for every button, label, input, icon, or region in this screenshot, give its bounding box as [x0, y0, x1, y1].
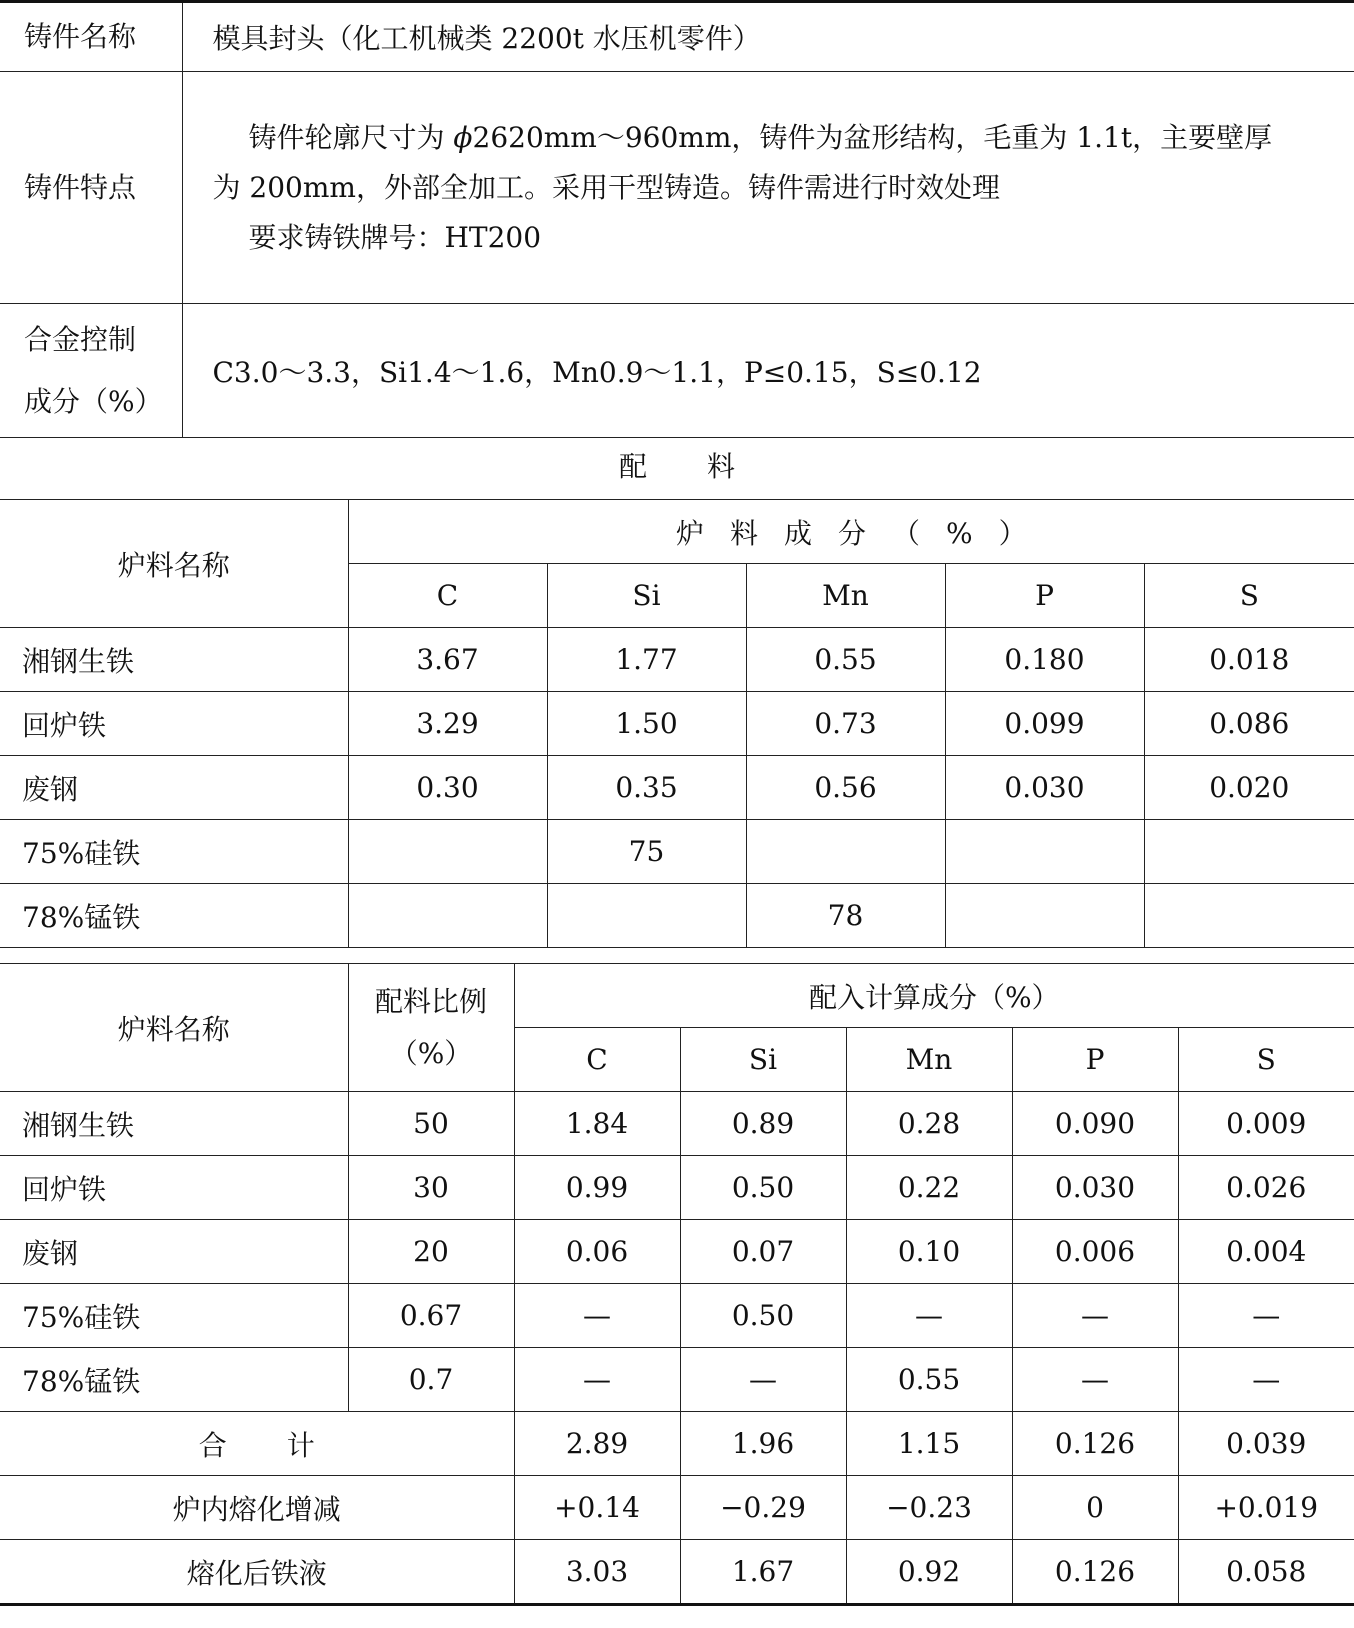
calc-name-cell: 废钢	[0, 1220, 348, 1284]
value-cell: 0.89	[680, 1092, 846, 1156]
element-header: Si	[547, 564, 746, 628]
value-cell: 1.84	[514, 1092, 680, 1156]
value-cell: 0.28	[846, 1092, 1012, 1156]
charge-header-row	[0, 500, 1354, 564]
alloy-control-row	[0, 304, 1354, 438]
value-cell: +0.019	[1178, 1476, 1354, 1540]
value-cell: 0.126	[1012, 1540, 1178, 1605]
feature-line-3: 要求铸铁牌号：HT200	[248, 220, 542, 254]
feature-text-b: 2620mm～960mm，铸件为盆形结构，毛重为 1.1t，主要壁厚	[472, 120, 1273, 154]
value-cell: 0.06	[514, 1220, 680, 1284]
value-cell: 3.67	[348, 628, 547, 692]
ratio-cell: 50	[348, 1092, 514, 1156]
value-cell: 1.15	[846, 1412, 1012, 1476]
value-cell: 1.96	[680, 1412, 846, 1476]
value-cell: 0.018	[1144, 628, 1354, 692]
ratio-cell: 20	[348, 1220, 514, 1284]
casting-name-row	[0, 2, 1354, 72]
value-cell: 0.50	[680, 1284, 846, 1348]
value-cell: 0.086	[1144, 692, 1354, 756]
alloy-control-label	[0, 304, 182, 438]
value-cell: −0.29	[680, 1476, 846, 1540]
calc-name-header: 炉料名称	[0, 964, 348, 1092]
value-cell: 0.99	[514, 1156, 680, 1220]
ratio-header-line-1: 配料比例	[374, 984, 487, 1018]
table-row	[0, 1156, 1354, 1220]
value-cell	[348, 884, 547, 948]
element-header: Si	[680, 1028, 846, 1092]
element-header: P	[1012, 1028, 1178, 1092]
value-cell: 0.058	[1178, 1540, 1354, 1605]
charge-name-cell: 78%锰铁	[0, 884, 348, 948]
table-row	[0, 692, 1354, 756]
value-cell: —	[846, 1284, 1012, 1348]
value-cell: 0.009	[1178, 1092, 1354, 1156]
table-row	[0, 756, 1354, 820]
value-cell: 0.090	[1012, 1092, 1178, 1156]
section-title: 配料	[618, 450, 795, 483]
feature-line-2: 为 200mm，外部全加工。采用干型铸造。铸件需进行时效处理	[212, 170, 1000, 204]
charge-name-cell: 75%硅铁	[0, 820, 348, 884]
value-cell: 0.22	[846, 1156, 1012, 1220]
value-cell: 1.67	[680, 1540, 846, 1605]
value-cell	[945, 884, 1144, 948]
value-cell	[945, 820, 1144, 884]
charge-composition-table	[0, 499, 1354, 948]
value-cell: 0.006	[1012, 1220, 1178, 1284]
table-row	[0, 820, 1354, 884]
value-cell: 0.180	[945, 628, 1144, 692]
value-cell: 0.126	[1012, 1412, 1178, 1476]
value-cell: 0.030	[1012, 1156, 1178, 1220]
alloy-label-line-2: 成分（%）	[24, 384, 163, 418]
value-cell: 75	[547, 820, 746, 884]
value-cell	[746, 820, 945, 884]
value-cell: 1.77	[547, 628, 746, 692]
value-cell	[1144, 820, 1354, 884]
alloy-control-value: C3.0～3.3，Si1.4～1.6，Mn0.9～1.1，P≤0.15，S≤0.12	[182, 304, 1354, 438]
value-cell: —	[1012, 1284, 1178, 1348]
table-row	[0, 1092, 1354, 1156]
element-header: S	[1178, 1028, 1354, 1092]
value-cell: 78	[746, 884, 945, 948]
value-cell	[547, 884, 746, 948]
calc-name-cell: 78%锰铁	[0, 1348, 348, 1412]
value-cell: 1.50	[547, 692, 746, 756]
value-cell: 0.026	[1178, 1156, 1354, 1220]
value-cell: 2.89	[514, 1412, 680, 1476]
value-cell	[348, 820, 547, 884]
ratio-header	[348, 964, 514, 1092]
value-cell	[1144, 884, 1354, 948]
value-cell: 0.55	[846, 1348, 1012, 1412]
phi-symbol: ϕ	[453, 120, 473, 154]
value-cell: 0.56	[746, 756, 945, 820]
calc-composition-header: 配入计算成分（%）	[514, 964, 1354, 1028]
value-cell: 0.10	[846, 1220, 1012, 1284]
total-row	[0, 1412, 1354, 1476]
molten-iron-label: 熔化后铁液	[0, 1540, 514, 1605]
element-header: Mn	[846, 1028, 1012, 1092]
ratio-header-line-2: （%）	[389, 1036, 473, 1070]
value-cell: —	[680, 1348, 846, 1412]
value-cell: 3.29	[348, 692, 547, 756]
element-header: Mn	[746, 564, 945, 628]
value-cell: —	[1012, 1348, 1178, 1412]
ratio-cell: 0.7	[348, 1348, 514, 1412]
charge-name-cell: 回炉铁	[0, 692, 348, 756]
ratio-cell: 30	[348, 1156, 514, 1220]
total-label: 合计	[0, 1412, 514, 1476]
value-cell: 0	[1012, 1476, 1178, 1540]
molten-iron-row	[0, 1540, 1354, 1605]
value-cell: 0.50	[680, 1156, 846, 1220]
value-cell: 0.099	[945, 692, 1144, 756]
table-row	[0, 884, 1354, 948]
table-row	[0, 628, 1354, 692]
element-header: C	[348, 564, 547, 628]
calc-name-cell: 湘钢生铁	[0, 1092, 348, 1156]
value-cell: 0.73	[746, 692, 945, 756]
alloy-label-line-1: 合金控制	[24, 322, 137, 356]
element-header: C	[514, 1028, 680, 1092]
charge-name-header: 炉料名称	[0, 500, 348, 628]
charge-name-cell: 废钢	[0, 756, 348, 820]
feature-text-a: 铸件轮廓尺寸为	[248, 120, 454, 154]
value-cell: —	[1178, 1348, 1354, 1412]
value-cell: 3.03	[514, 1540, 680, 1605]
value-cell: 0.55	[746, 628, 945, 692]
casting-feature-label: 铸件特点	[0, 72, 182, 304]
casting-name-label: 铸件名称	[0, 2, 182, 72]
value-cell: 0.35	[547, 756, 746, 820]
table-row	[0, 1284, 1354, 1348]
melt-change-label: 炉内熔化增减	[0, 1476, 514, 1540]
casting-feature-row	[0, 72, 1354, 304]
value-cell: —	[514, 1348, 680, 1412]
value-cell: 0.92	[846, 1540, 1012, 1605]
value-cell: 0.020	[1144, 756, 1354, 820]
feature-line-1	[213, 113, 1345, 163]
table-row	[0, 1348, 1354, 1412]
calc-name-cell: 回炉铁	[0, 1156, 348, 1220]
value-cell: —	[514, 1284, 680, 1348]
calc-header-row	[0, 964, 1354, 1028]
table-row	[0, 1220, 1354, 1284]
element-header: P	[945, 564, 1144, 628]
calc-name-cell: 75%硅铁	[0, 1284, 348, 1348]
charge-composition-header: 炉料成分（%）	[348, 500, 1354, 564]
value-cell: 0.30	[348, 756, 547, 820]
casting-info-table	[0, 0, 1354, 438]
casting-feature-value	[182, 72, 1354, 304]
value-cell: 0.039	[1178, 1412, 1354, 1476]
calculated-composition-table	[0, 963, 1354, 1606]
value-cell: +0.14	[514, 1476, 680, 1540]
value-cell: 0.004	[1178, 1220, 1354, 1284]
value-cell: −0.23	[846, 1476, 1012, 1540]
value-cell: 0.07	[680, 1220, 846, 1284]
casting-name-value: 模具封头（化工机械类 2200t 水压机零件）	[182, 2, 1354, 72]
value-cell: 0.030	[945, 756, 1144, 820]
element-header: S	[1144, 564, 1354, 628]
melt-change-row	[0, 1476, 1354, 1540]
value-cell: —	[1178, 1284, 1354, 1348]
charge-name-cell: 湘钢生铁	[0, 628, 348, 692]
ratio-cell: 0.67	[348, 1284, 514, 1348]
